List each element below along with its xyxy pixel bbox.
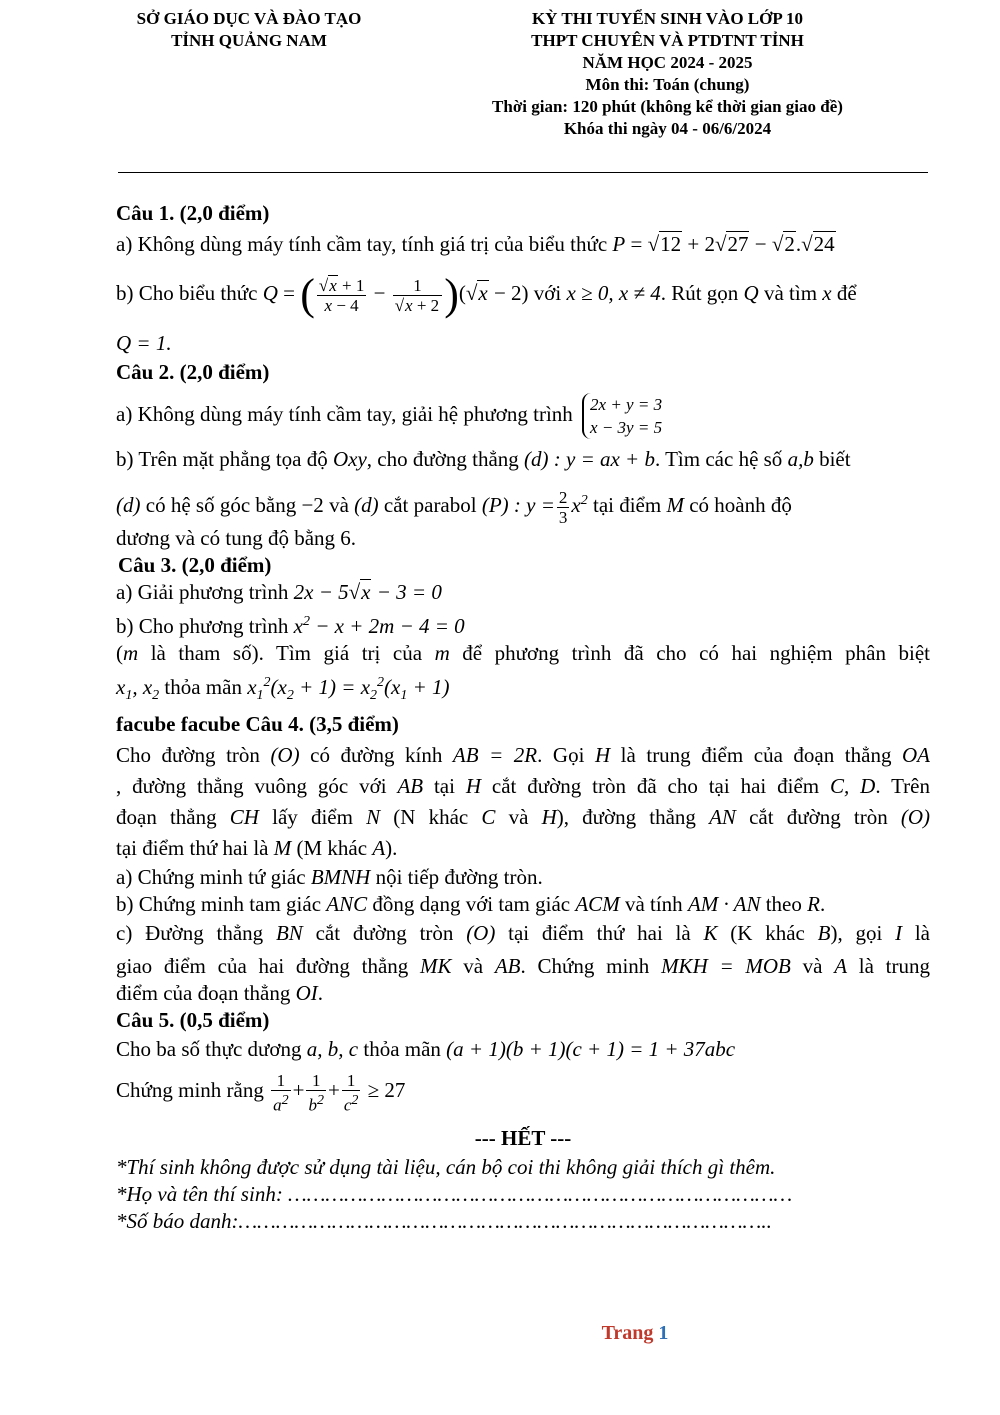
q3-part-b-line2: (m là tham số). Tìm giá trị của m để phương trình đã cho có hai nghiệm phân biệt	[116, 641, 931, 665]
q1-b-text: b) Cho biểu thức	[116, 281, 263, 305]
school-dept-header	[118, 8, 380, 52]
q4-part-c-line1: c) Đường thẳng BN cắt đường tròn (O) tại điểm thứ hai là K (K khác B), gọi I là	[116, 921, 931, 946]
footer-note: *Thí sinh không được sử dụng tài liệu, cán bộ coi thi không giải thích gì thêm.	[116, 1155, 776, 1180]
q4-line1: Cho đường tròn (O) có đường kính AB = 2R. Gọi H là trung điểm của đoạn thẳng OA	[116, 743, 930, 768]
q2-title: Câu 2. (2,0 điểm)	[116, 360, 270, 384]
q1-a-text: a) Không dùng máy tính cầm tay, tính giá trị của biểu thức	[116, 232, 613, 256]
q1-a-expression: P	[612, 232, 626, 256]
q4-part-b: b) Chứng minh tam giác ANC đồng dạng với tam giác ACM và tính AM · AN theo R.	[116, 892, 826, 917]
q4-line4: tại điểm thứ hai là M (M khác A).	[116, 836, 398, 861]
province-name: TỈNH QUẢNG NAM	[171, 31, 327, 50]
q1-b-last: Q = 1.	[116, 331, 172, 355]
exam-header	[440, 8, 895, 140]
q4-title: facube facube Câu 4. (3,5 điểm)	[116, 712, 399, 737]
q5-title: Câu 5. (0,5 điểm)	[116, 1008, 270, 1033]
q2-part-b-line3: dương và có tung độ bằng 6.	[116, 526, 357, 550]
exam-content	[116, 200, 930, 1235]
q4-part-c-line3: điểm của đoạn thẳng OI.	[116, 981, 324, 1006]
exam-subject: Môn thi: Toán (chung)	[585, 75, 750, 94]
page-number	[0, 1322, 1000, 1345]
exam-duration: Thời gian: 120 phút (không kể thời gian giao đề)	[492, 97, 843, 116]
q3-part-b: b) Cho phương trình $x^2 - x + 2m - 4 = 0$	[116, 614, 465, 638]
dept-name: SỞ GIÁO DỤC VÀ ĐÀO TẠO	[136, 9, 362, 28]
q5-line1: Cho ba số thực dương a, b, c thỏa mãn (a + 1)(b + 1)(c + 1) = 1 + 37abc	[116, 1037, 736, 1062]
q3-part-b-line3: $x_1$, $x_2$ thỏa mãn $x_1^2(x_2 + 1) = x_2^2(x_1 + 1)$	[116, 675, 450, 704]
q3-part-a: a) Giải phương trình 2x − 5√x − 3 = 0	[116, 580, 442, 604]
q2-eq2: x − 3y = 5	[590, 418, 663, 438]
q3-title: Câu 3. (2,0 điểm)	[118, 553, 272, 577]
q4-line3: đoạn thẳng CH lấy điểm N (N khác C và H), đường thẳng AN cắt đường tròn (O)	[116, 805, 931, 830]
q2-part-b-line2: (d) có hệ số góc bằng −2 và (d) cắt parabol (P) : y = $\frac{2}{3}$ $x^2$ tại điểm M có hoành độ	[116, 487, 792, 527]
exam-school: THPT CHUYÊN VÀ PTDTNT TỈNH	[531, 31, 804, 50]
q1-title: Câu 1. (2,0 điểm)	[116, 201, 270, 225]
candidate-id-line: *Số báo danh:…………………………………………………………………………..	[116, 1209, 772, 1234]
q5-line2: Chứng minh rằng $\frac{1}{a^2}$ + $\frac{1}{b^2}$ + $\frac{1}{c^2}$ ≥ 27	[116, 1070, 406, 1115]
q1-b-condition: x ≥ 0, x ≠ 4	[566, 281, 661, 305]
q1-part-a: a) Không dùng máy tính cầm tay, tính giá trị của biểu thức P = √12 + 2√27 − √2.√24	[116, 232, 835, 256]
q1-part-b: b) Cho biểu thức Q = ( $\frac{√x + 1}{x - 4}$ − $\frac{1}{√x + 2}$ )(√x − 2) với x ≥ 0, x ≠ 4. Rút gọn Q và tìm x để	[116, 270, 857, 320]
q2-eq1: 2x + y = 3	[590, 395, 663, 415]
candidate-name-line: *Họ và tên thí sinh: ………………………………………………………………………	[116, 1182, 793, 1207]
header-divider	[118, 172, 928, 173]
q4-part-c-line2: giao điểm của hai đường thẳng MK và AB. Chứng minh MKH = MOB và A là trung	[116, 954, 930, 979]
exam-name: KỲ THI TUYỂN SINH VÀO LỚP 10	[531, 9, 804, 28]
q2-equation-system	[582, 393, 662, 439]
q2-part-a	[116, 386, 930, 442]
end-marker: --- HẾT ---	[474, 1126, 572, 1151]
q4-line2: , đường thẳng vuông góc với AB tại H cắt đường tròn đã cho tại hai điểm C, D. Trên	[116, 774, 930, 799]
exam-date: Khóa thi ngày 04 - 06/6/2024	[563, 119, 772, 138]
page-word: Trang	[601, 1322, 654, 1344]
page-num: 1	[658, 1322, 669, 1344]
q2-a-text: a) Không dùng máy tính cầm tay, giải hệ phương trình	[116, 402, 579, 426]
school-year: NĂM HỌC 2024 - 2025	[582, 53, 753, 72]
q2-part-b-line1: b) Trên mặt phẳng tọa độ Oxy, cho đường thẳng (d) : y = ax + b. Tìm các hệ số a,b biết	[116, 447, 851, 471]
q4-part-a: a) Chứng minh tứ giác BMNH nội tiếp đường tròn.	[116, 865, 543, 890]
